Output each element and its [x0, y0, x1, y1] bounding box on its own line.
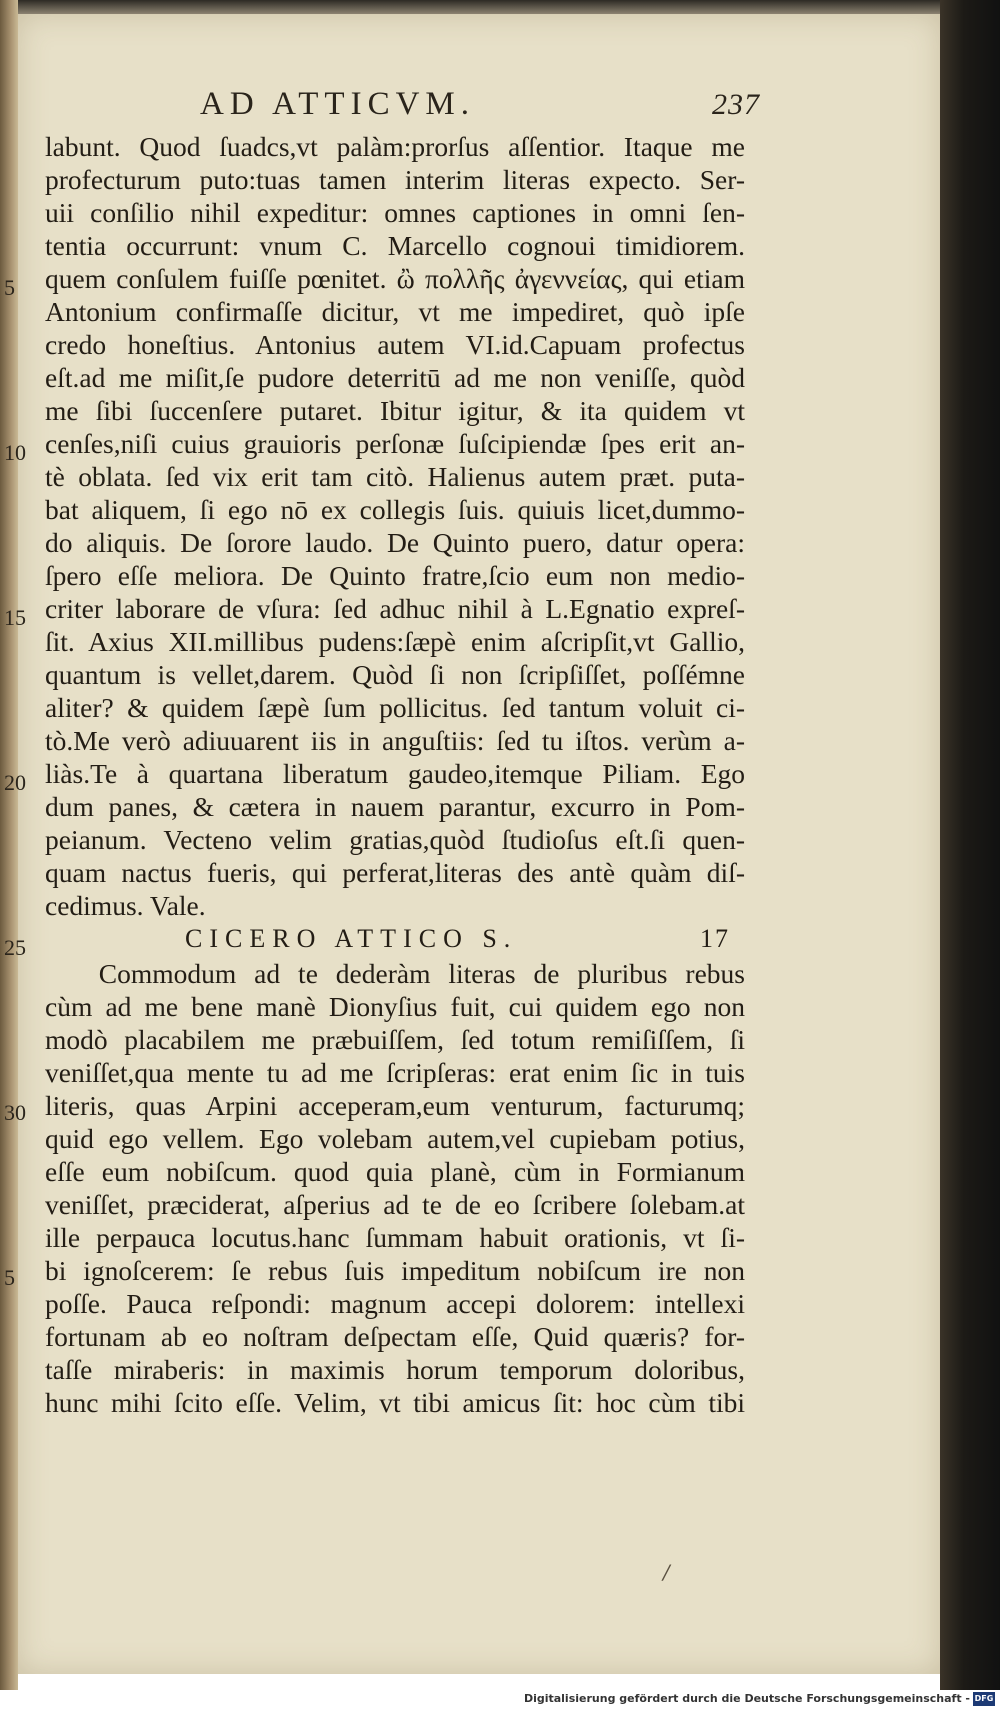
text-line: veniſſet, præciderat, aſperius ad te de eo ſcribere ſolebam.at: [45, 1189, 745, 1220]
margin-number: 25: [4, 935, 26, 960]
text-line: fortunam ab eo noſtram deſpectam eſſe, Quid quæris? for-: [45, 1321, 745, 1352]
margin-number: 10: [4, 440, 26, 465]
text-line: bi ignoſcerem: ſe rebus ſuis impeditum nobiſcum ire non: [45, 1255, 745, 1286]
text-line: Antonium confirmaſſe dicitur, vt me impediret, quò ipſe: [45, 296, 745, 327]
letter-number: 17: [700, 924, 730, 953]
digitization-credit: Digitalisierung gefördert durch die Deutsche Forschungsgemeinschaft -: [523, 1692, 970, 1705]
text-line: quam nactus fueris, qui perferat,literas des antè quàm diſ-: [45, 857, 745, 888]
page-number: 237: [712, 88, 760, 121]
text-line: modò placabilem me præbuiſſem, ſed totum remiſiſſem, ſi: [45, 1024, 745, 1055]
text-line: uii conſilio nihil expeditur: omnes captiones in omni ſen-: [45, 197, 745, 228]
text-line: me ſibi ſuccenſere putaret. Ibitur igitur, & ita quidem vt: [45, 395, 745, 426]
text-line: credo honeſtius. Antonius autem VI.id.Capuam profectus: [45, 329, 745, 360]
margin-number: 30: [4, 1100, 26, 1125]
text-line: liàs.Te à quartana liberatum gaudeo,itemque Piliam. Ego: [45, 758, 745, 789]
text-line: ſpero eſſe meliora. De Quinto fratre,ſcio eum non medio-: [45, 560, 745, 591]
margin-line-numbers: [0, 0, 40, 1713]
letter-heading: [45, 924, 745, 957]
text-line: aliter? & quidem ſæpè ſum pollicitus. ſed tantum voluit ci-: [45, 692, 745, 723]
text-line: criter laborare de vſura: ſed adhuc nihil à L.Egnatio expreſ-: [45, 593, 745, 624]
text-line: eſſe eum nobiſcum. quod quia planè, cùm in Formianum: [45, 1156, 745, 1187]
margin-number: 5: [4, 1265, 15, 1290]
top-scan-shadow: [18, 0, 940, 14]
text-line: quid ego vellem. Ego volebam autem,vel cupiebam potius,: [45, 1123, 745, 1154]
text-line: literis, quas Arpini acceperam,eum venturum, facturumq;: [45, 1090, 745, 1121]
text-line: peianum. Vecteno velim gratias,quòd ſtudioſus eſt.ſi quen-: [45, 824, 745, 855]
text-line: profecturum puto:tuas tamen interim literas expecto. Ser-: [45, 164, 745, 195]
text-line: cedimus. Vale.: [45, 890, 206, 921]
running-head-title: AD ATTICVM.: [200, 86, 476, 122]
signature-mark: /: [663, 1560, 670, 1584]
margin-number: 15: [4, 605, 26, 630]
text-line: poſſe. Pauca reſpondi: magnum accepi dolorem: intellexi: [45, 1288, 745, 1319]
text-line: ſit. Axius XII.millibus pudens:ſæpè enim aſcripſit,vt Gallio,: [45, 626, 745, 657]
text-line: quem conſulem fuiſſe pœnitet. ὢ πολλῆς ἀγεννείας, qui etiam: [45, 263, 745, 294]
text-line: cenſes,niſi cuius grauioris perſonæ ſuſcipiendæ ſpes erit an-: [45, 428, 745, 459]
text-line: taſſe miraberis: in maximis horum temporum doloribus,: [45, 1354, 745, 1385]
text-line: eſt.ad me miſit,ſe pudore deterritū ad me non veniſſe, quòd: [45, 362, 745, 393]
text-line: cùm ad me bene manè Dionyſius fuit, cui quidem ego non: [45, 991, 745, 1022]
letter-continuation-text: [45, 130, 745, 922]
text-line: hunc mihi ſcito eſſe. Velim, vt tibi amicus ſit: hoc cùm tibi: [45, 1387, 745, 1418]
text-line: quantum is vellet,darem. Quòd ſi non ſcripſiſſet, poſſémne: [45, 659, 745, 690]
dfg-logo: DFG: [973, 1692, 995, 1706]
text-line: veniſſet,qua mente tu ad me ſcripſeras: erat enim ſic in tuis: [45, 1057, 745, 1088]
text-line: dum panes, & cætera in nauem parantur, excurro in Pom-: [45, 791, 745, 822]
book-gutter-shadow: [940, 0, 1000, 1690]
text-line: tentia occurrunt: vnum C. Marcello cognoui timidiorem.: [45, 230, 745, 261]
text-line: do aliquis. De ſorore laudo. De Quinto puero, datur opera:: [45, 527, 745, 558]
text-line: labunt. Quod ſuadcs,vt palàm:prorſus aſſentior. Itaque me: [45, 131, 745, 162]
letter-text: [45, 957, 745, 1419]
text-line: tè oblata. ſed vix erit tam citò. Halienus autem præt. puta-: [45, 461, 745, 492]
text-line: bat aliquem, ſi ego nō ex collegis ſuis. quiuis licet,dummo-: [45, 494, 745, 525]
text-line: Commodum ad te dederàm literas de pluribus rebus: [45, 958, 745, 989]
margin-number: 5: [4, 275, 15, 300]
text-line: tò.Me verò adiuuarent iis in anguſtiis: ſed tu iſtos. verùm a-: [45, 725, 745, 756]
letter-heading-text: CICERO ATTICO S.: [185, 924, 518, 953]
text-line: ille perpauca locutus.hanc ſummam habuit orationis, vt ſi-: [45, 1222, 745, 1253]
margin-number: 20: [4, 770, 26, 795]
